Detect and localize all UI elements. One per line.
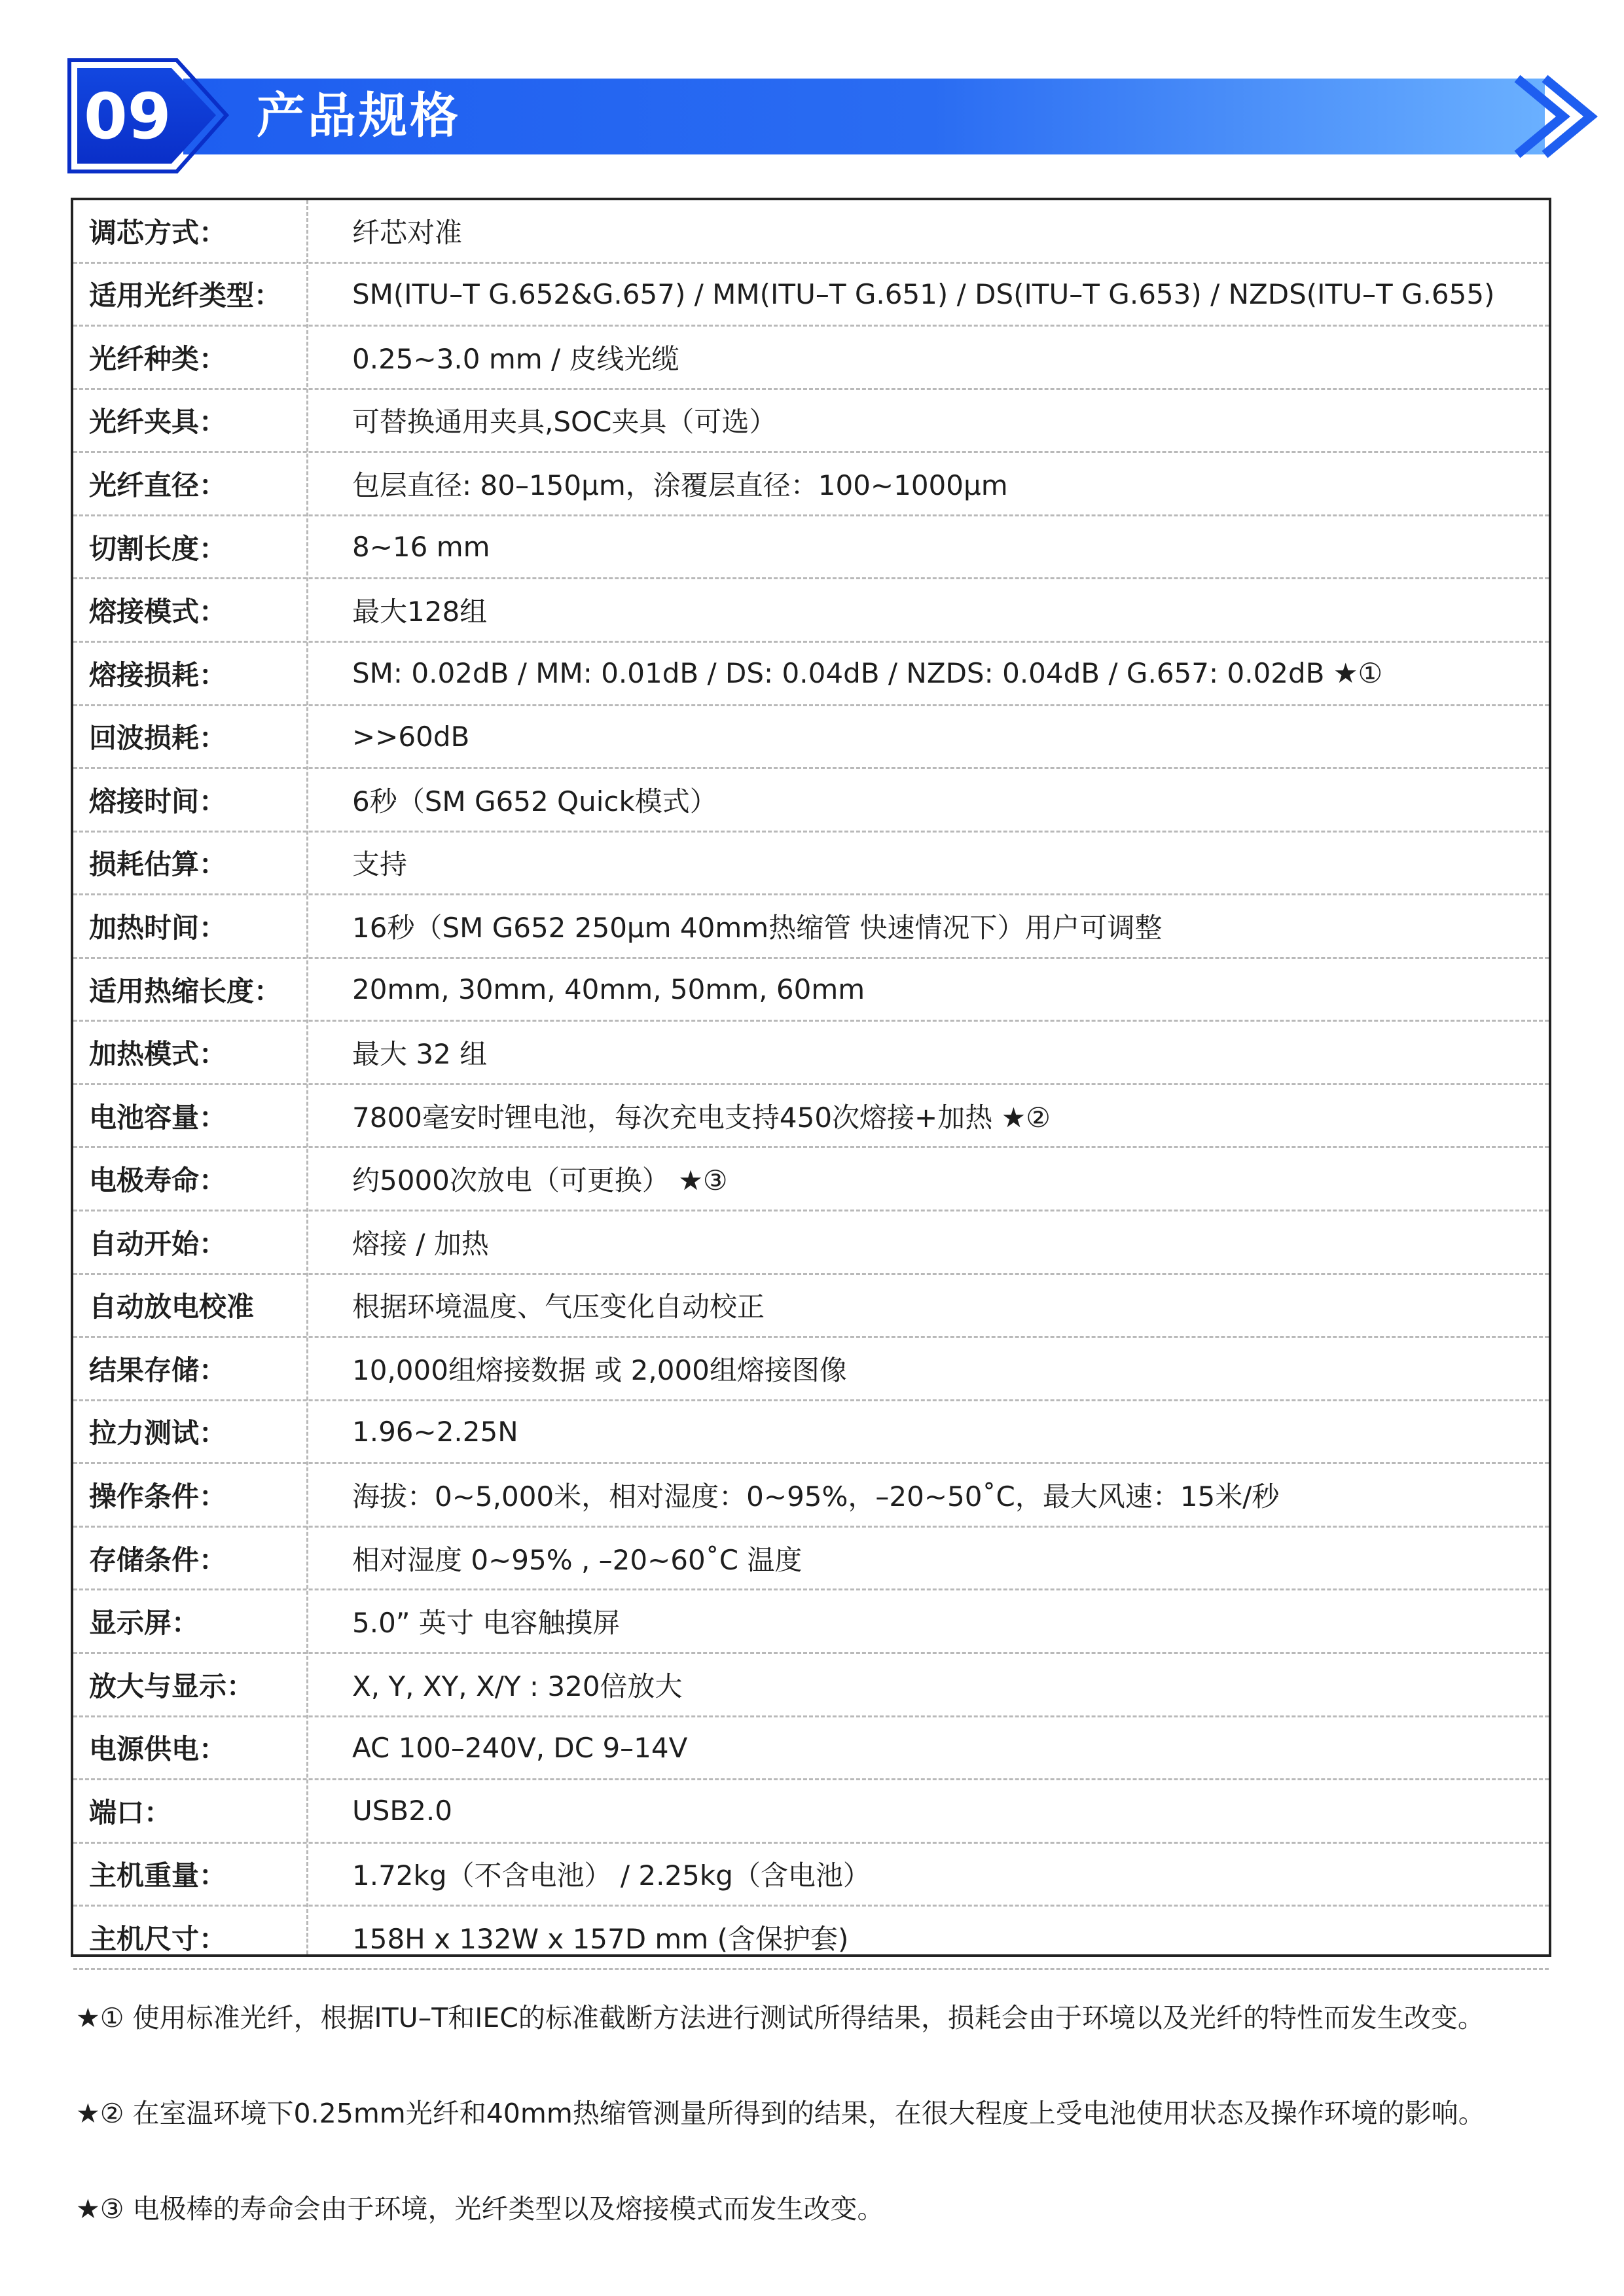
spec-row xyxy=(73,1907,1549,1970)
footnote-1: ★① 使用标准光纤，根据ITU–T和IEC的标准截断方法进行测试所得结果，损耗会由于环境以及光纤的特性而发生改变。 xyxy=(76,2002,1485,2034)
spec-row xyxy=(73,959,1549,1022)
spec-value: 5.0” 英寸 电容触摸屏 xyxy=(352,1607,621,1640)
spec-table xyxy=(71,198,1551,1957)
spec-value: 6秒（SM G652 Quick模式） xyxy=(352,785,717,817)
spec-row xyxy=(73,1654,1549,1717)
spec-value: 最大 32 组 xyxy=(352,1038,488,1071)
spec-row xyxy=(73,1717,1549,1781)
spec-row xyxy=(73,643,1549,706)
header-banner-graphic xyxy=(0,0,1624,196)
spec-value: 8~16 mm xyxy=(352,531,490,564)
spec-label: 存储条件： xyxy=(89,1543,227,1576)
spec-value: >>60dB xyxy=(352,720,470,753)
spec-label: 端口： xyxy=(89,1796,172,1829)
spec-value: 0.25~3.0 mm / 皮线光缆 xyxy=(352,342,679,375)
spec-value: 约5000次放电（可更换） ★③ xyxy=(352,1164,728,1197)
spec-value: 7800毫安时锂电池，每次充电支持450次熔接+加热 ★② xyxy=(352,1101,1051,1134)
spec-label: 加热模式： xyxy=(89,1038,227,1071)
spec-label: 主机重量： xyxy=(89,1859,227,1892)
spec-row xyxy=(73,516,1549,580)
spec-value: 可替换通用夹具,SOC夹具（可选） xyxy=(352,406,777,439)
spec-label: 回波损耗： xyxy=(89,722,227,755)
spec-label: 熔接模式： xyxy=(89,596,227,628)
spec-label: 显示屏： xyxy=(89,1607,200,1640)
spec-value: USB2.0 xyxy=(352,1795,453,1827)
spec-row xyxy=(73,1211,1549,1275)
spec-row xyxy=(73,579,1549,643)
spec-label: 调芯方式： xyxy=(89,216,227,249)
spec-value: 海拔：0~5,000米，相对湿度：0~95%，–20~50˚C，最大风速：15米/秒 xyxy=(352,1480,1280,1513)
spec-row xyxy=(73,1275,1549,1338)
spec-row xyxy=(73,1528,1549,1591)
spec-value: 根据环境温度、气压变化自动校正 xyxy=(352,1291,765,1323)
spec-label: 电池容量： xyxy=(89,1101,227,1134)
spec-row xyxy=(73,264,1549,327)
spec-label: 适用热缩长度： xyxy=(89,975,282,1007)
spec-row xyxy=(73,833,1549,896)
spec-value: 20mm, 30mm, 40mm, 50mm, 60mm xyxy=(352,973,865,1006)
spec-value: 1.72kg（不含电池） / 2.25kg（含电池） xyxy=(352,1859,871,1892)
page-title: 产品规格 xyxy=(257,88,461,144)
spec-label: 熔接损耗： xyxy=(89,658,227,691)
footnote-3: ★③ 电极棒的寿命会由于环境，光纤类型以及熔接模式而发生改变。 xyxy=(76,2193,884,2225)
spec-value: 1.96~2.25N xyxy=(352,1415,518,1448)
spec-label: 电极寿命： xyxy=(89,1164,227,1197)
section-header xyxy=(0,0,1624,196)
spec-row xyxy=(73,706,1549,770)
spec-label: 熔接时间： xyxy=(89,785,227,817)
spec-row xyxy=(73,390,1549,454)
spec-row xyxy=(73,895,1549,959)
spec-row xyxy=(73,1401,1549,1465)
spec-value: 158H x 132W x 157D mm (含保护套) xyxy=(352,1922,849,1955)
spec-value: AC 100–240V, DC 9–14V xyxy=(352,1731,688,1764)
spec-label: 结果存储： xyxy=(89,1354,227,1386)
spec-label: 自动开始： xyxy=(89,1227,227,1260)
spec-value: SM: 0.02dB / MM: 0.01dB / DS: 0.04dB / NZDS: 0.04dB / G.657: 0.02dB ★① xyxy=(352,657,1383,690)
spec-label: 操作条件： xyxy=(89,1480,227,1513)
spec-label: 拉力测试： xyxy=(89,1417,227,1450)
spec-value: 相对湿度 0~95% , –20~60˚C 温度 xyxy=(352,1543,803,1576)
spec-label: 电源供电： xyxy=(89,1733,227,1766)
spec-value: 熔接 / 加热 xyxy=(352,1227,489,1260)
spec-row xyxy=(73,453,1549,516)
spec-label: 主机尺寸： xyxy=(89,1922,227,1955)
spec-row xyxy=(73,1844,1549,1907)
spec-label: 适用光纤类型： xyxy=(89,279,282,312)
spec-label: 光纤种类： xyxy=(89,342,227,375)
spec-row xyxy=(73,1464,1549,1528)
column-divider xyxy=(306,200,308,1954)
spec-label: 加热时间： xyxy=(89,911,227,944)
spec-row xyxy=(73,1085,1549,1149)
spec-label: 切割长度： xyxy=(89,532,227,565)
spec-value: 10,000组熔接数据 或 2,000组熔接图像 xyxy=(352,1354,847,1386)
spec-row xyxy=(73,200,1549,264)
spec-row xyxy=(73,327,1549,390)
spec-value: 支持 xyxy=(352,848,408,881)
spec-label: 光纤直径： xyxy=(89,469,227,502)
spec-value: X, Y, XY, X/Y : 320倍放大 xyxy=(352,1670,683,1702)
section-number: 09 xyxy=(84,80,171,153)
spec-row xyxy=(73,1780,1549,1844)
footnote-2: ★② 在室温环境下0.25mm光纤和40mm热缩管测量所得到的结果，在很大程度上受电池使用状态及操作环境的影响。 xyxy=(76,2098,1485,2129)
spec-row xyxy=(73,1590,1549,1654)
spec-label: 光纤夹具： xyxy=(89,406,227,439)
spec-row xyxy=(73,769,1549,833)
spec-row xyxy=(73,1148,1549,1211)
spec-label: 自动放电校准 xyxy=(89,1291,255,1323)
spec-value: 最大128组 xyxy=(352,596,488,628)
spec-value: 纤芯对准 xyxy=(352,216,463,249)
spec-value: 包层直径: 80–150μm，涂覆层直径：100~1000μm xyxy=(352,469,1008,502)
spec-value: SM(ITU–T G.652&G.657) / MM(ITU–T G.651) / DS(ITU–T G.653) / NZDS(ITU–T G.655) xyxy=(352,278,1495,310)
spec-label: 损耗估算： xyxy=(89,848,227,881)
spec-row xyxy=(73,1338,1549,1401)
spec-row xyxy=(73,1022,1549,1085)
spec-label: 放大与显示： xyxy=(89,1670,255,1702)
spec-value: 16秒（SM G652 250μm 40mm热缩管 快速情况下）用户可调整 xyxy=(352,911,1163,944)
